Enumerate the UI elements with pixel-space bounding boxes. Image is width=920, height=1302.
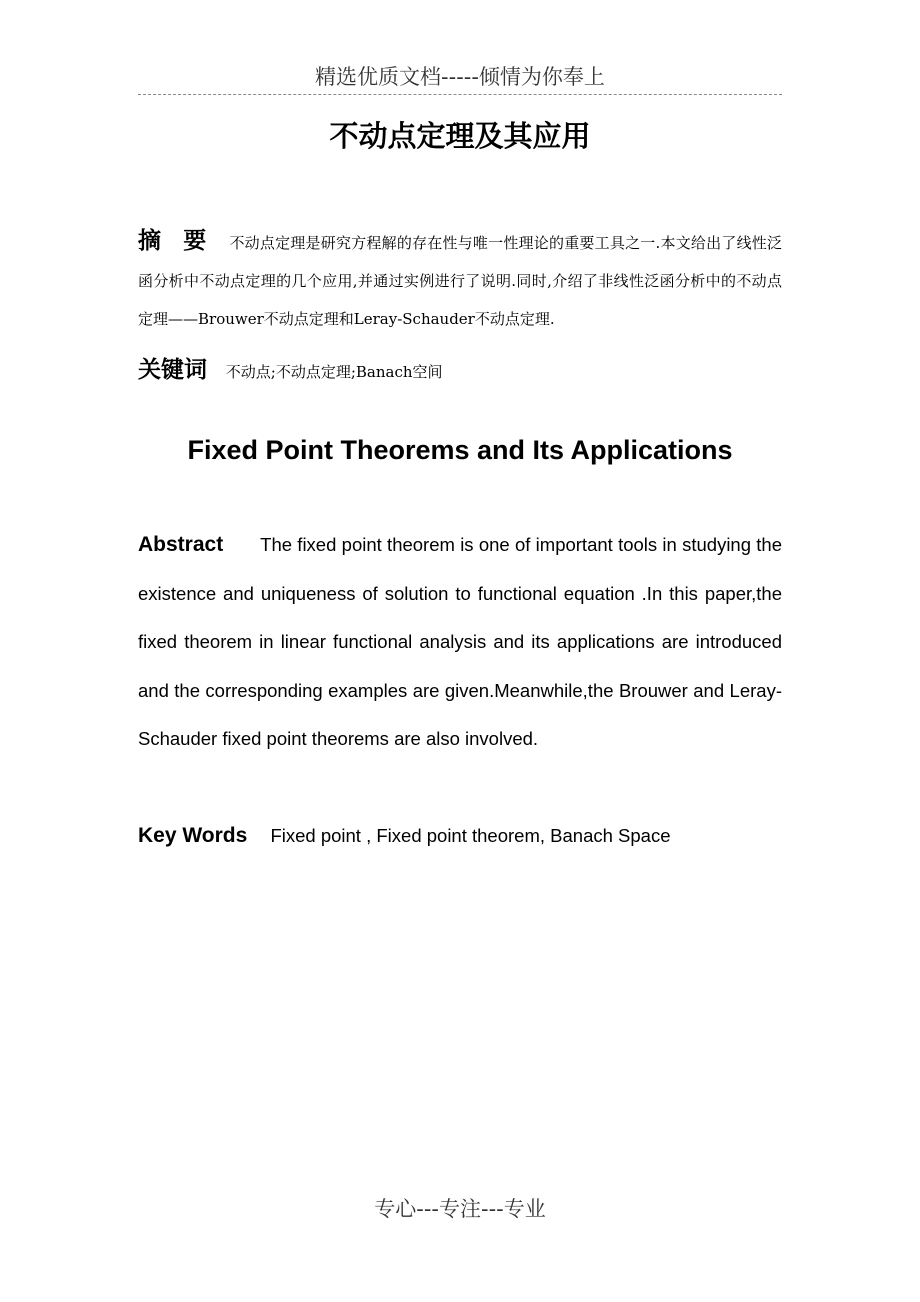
chinese-abstract-text: 不动点定理是研究方程解的存在性与唯一性理论的重要工具之一.本文给出了线性泛函分析中不动点定理的几个应用,并通过实例进行了说明.同时,介绍了非线性泛函分析中的不动点定理——Brouwer不动点定理和Leray-Schauder不动点定理. <box>138 234 782 328</box>
english-abstract <box>138 521 782 764</box>
chinese-abstract <box>138 222 782 338</box>
chinese-abstract-label: 摘要 <box>138 228 229 254</box>
chinese-keywords-label: 关键词 <box>138 357 207 383</box>
english-keywords-label: Key Words <box>138 824 248 847</box>
english-abstract-label: Abstract <box>138 533 224 556</box>
english-title: Fixed Point Theorems and Its Applications <box>187 435 733 465</box>
page-footer: 专心---专注---专业 <box>374 1197 546 1221</box>
english-keywords <box>138 812 782 860</box>
chinese-keywords <box>138 352 782 390</box>
english-abstract-text: The fixed point theorem is one of important tools in studying the existence and uniqueness of solution to functional equation .In this paper,the fixed theorem in linear functional analysis and its applications are introduced and the corresponding examples are given.Meanwhile,the Brouwer and Leray-Schauder fixed point theorems are also involved. <box>138 534 782 749</box>
page-header: 精选优质文档-----倾情为你奉上 <box>138 60 782 95</box>
english-keywords-text: Fixed point , Fixed point theorem, Banach Space <box>270 825 671 846</box>
chinese-title: 不动点定理及其应用 <box>329 119 591 153</box>
chinese-keywords-text: 不动点;不动点定理;Banach空间 <box>225 363 443 381</box>
